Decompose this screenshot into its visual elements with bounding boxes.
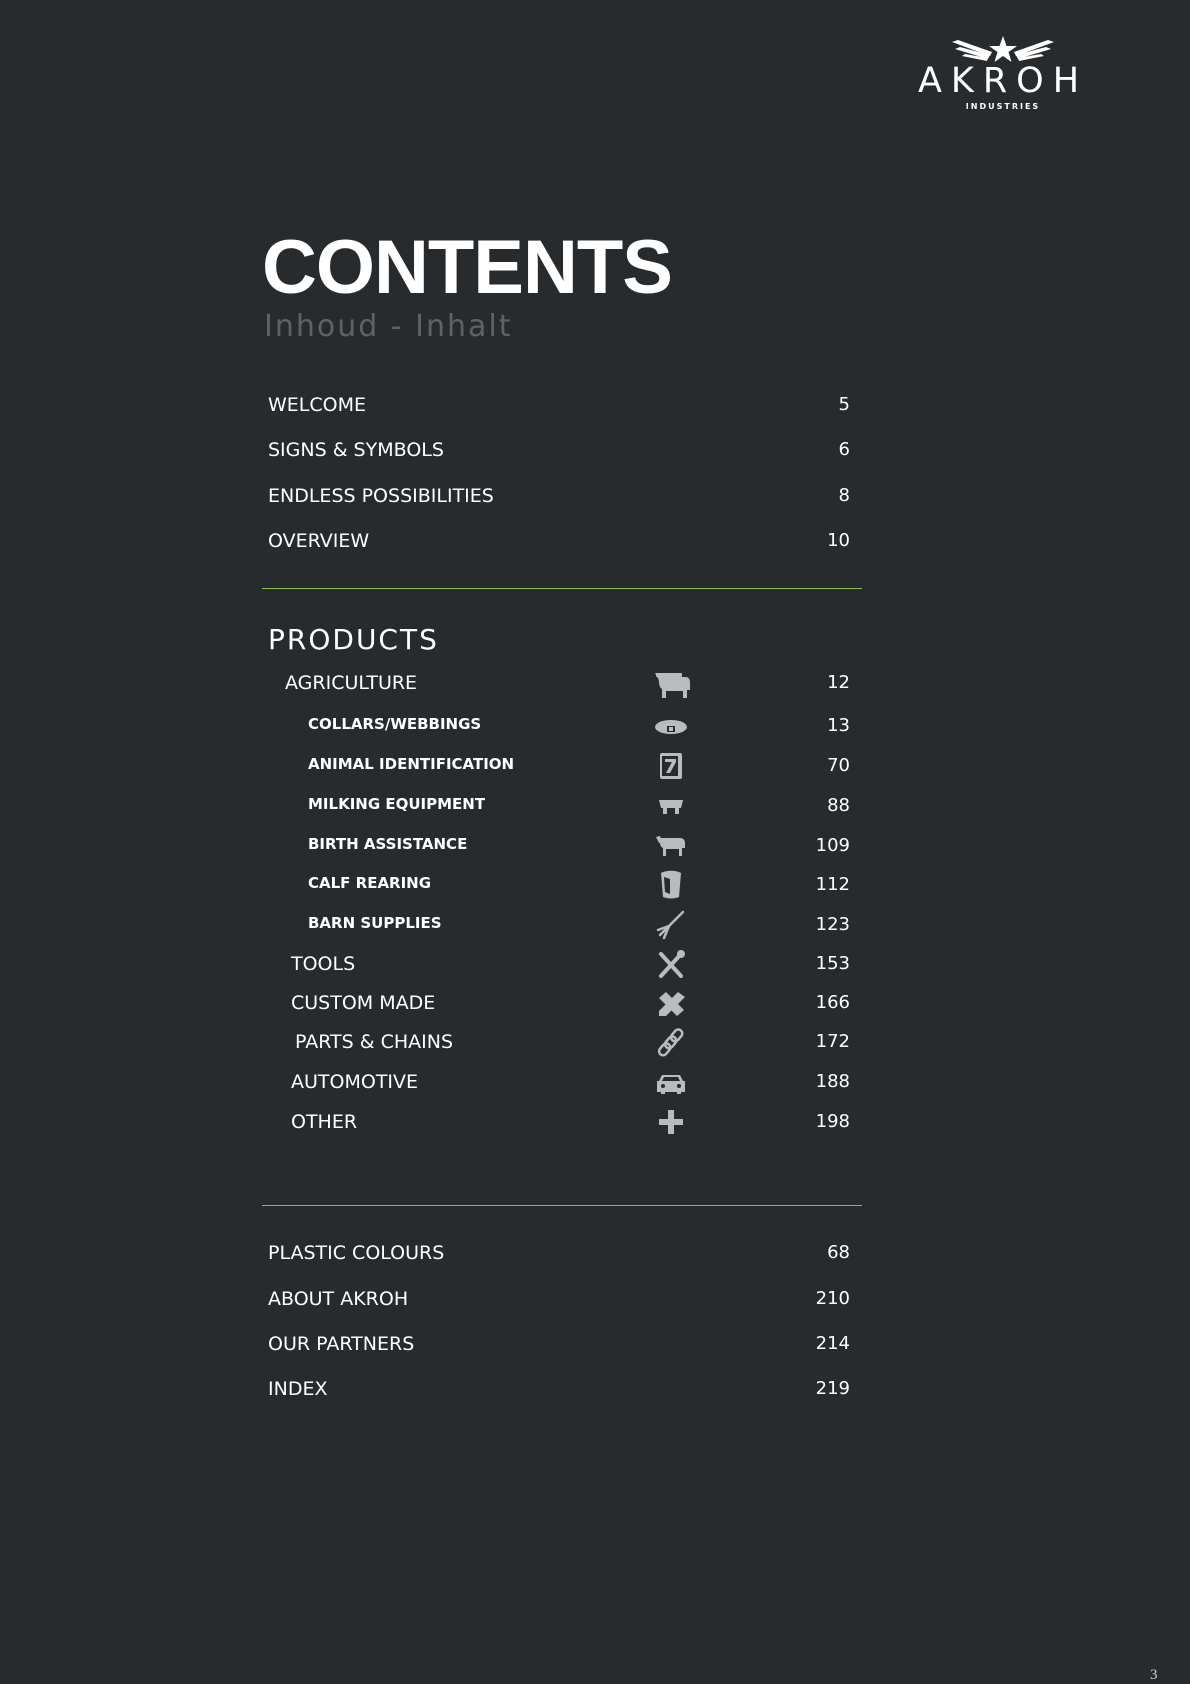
products-heading: PRODUCTS: [268, 623, 439, 656]
toc-label: ABOUT AKROH: [268, 1288, 409, 1310]
toc-page: 13: [827, 715, 850, 736]
toc-entry-our-partners[interactable]: [268, 1335, 850, 1365]
toc-label: CUSTOM MADE: [291, 992, 436, 1014]
toc-label: BIRTH ASSISTANCE: [308, 835, 468, 853]
page-title: CONTENTS: [262, 225, 672, 310]
toc-label: OVERVIEW: [268, 530, 370, 552]
page-subtitle: Inhoud - Inhalt: [264, 309, 513, 344]
divider-line: [262, 1205, 862, 1206]
toc-page: 166: [815, 992, 850, 1013]
toc-page: 153: [815, 953, 850, 974]
toc-entry-endless-possibilities[interactable]: [268, 487, 850, 517]
toc-page: 123: [815, 914, 850, 935]
toc-page: 198: [815, 1111, 850, 1132]
toc-label: INDEX: [268, 1378, 328, 1400]
calf-icon: [654, 832, 686, 862]
toc-entry-signs-symbols[interactable]: [268, 441, 850, 471]
toc-label: TOOLS: [291, 953, 356, 975]
toc-entry-calf-rearing[interactable]: [308, 876, 850, 906]
toc-entry-custom-made[interactable]: [291, 994, 850, 1024]
logo-wordmark: AKROH: [917, 61, 1089, 101]
toc-entry-agriculture[interactable]: [285, 674, 850, 704]
pencil-ruler-icon: [654, 989, 686, 1019]
divider-line: [262, 588, 862, 589]
toc-entry-other[interactable]: [291, 1113, 850, 1143]
toc-label: CALF REARING: [308, 874, 432, 892]
toc-page: 10: [827, 530, 850, 551]
toc-label: OTHER: [291, 1111, 358, 1133]
plus-icon: [654, 1107, 686, 1137]
toc-label: MILKING EQUIPMENT: [308, 795, 486, 813]
toc-entry-parts-chains[interactable]: [295, 1033, 850, 1063]
toc-label: AGRICULTURE: [285, 672, 418, 694]
toc-label: AUTOMOTIVE: [291, 1071, 419, 1093]
toc-page: 5: [838, 394, 850, 415]
ear-tag-icon: [654, 752, 686, 782]
udder-icon: [654, 793, 686, 823]
toc-entry-collars-webbings[interactable]: [308, 717, 850, 747]
tools-icon: [654, 950, 686, 980]
toc-label: WELCOME: [268, 394, 366, 416]
toc-page: 112: [815, 874, 850, 895]
toc-page: 68: [827, 1242, 850, 1263]
toc-label: BARN SUPPLIES: [308, 914, 442, 932]
pitchfork-icon: [654, 910, 686, 940]
toc-label: PARTS & CHAINS: [295, 1031, 454, 1053]
toc-page: 109: [815, 835, 850, 856]
toc-page: 210: [815, 1288, 850, 1309]
toc-entry-barn-supplies[interactable]: [308, 916, 850, 946]
car-icon: [654, 1068, 686, 1098]
toc-entry-welcome[interactable]: [268, 396, 850, 426]
toc-page: 88: [827, 795, 850, 816]
toc-label: ENDLESS POSSIBILITIES: [268, 485, 494, 507]
akroh-logo: [900, 34, 1106, 116]
toc-entry-milking-equipment[interactable]: [308, 797, 850, 827]
toc-page: 70: [827, 755, 850, 776]
toc-page: 12: [827, 672, 850, 693]
toc-entry-plastic-colours[interactable]: [268, 1244, 850, 1274]
toc-page: 219: [815, 1378, 850, 1399]
toc-entry-tools[interactable]: [291, 955, 850, 985]
cow-icon: [654, 670, 686, 700]
collar-icon: [654, 713, 686, 743]
toc-page: 172: [815, 1031, 850, 1052]
toc-label: OUR PARTNERS: [268, 1333, 415, 1355]
toc-label: PLASTIC COLOURS: [268, 1242, 445, 1264]
toc-page: 6: [838, 439, 850, 460]
toc-page: 8: [838, 485, 850, 506]
toc-entry-animal-identification[interactable]: [308, 757, 850, 787]
toc-entry-about-akroh[interactable]: [268, 1290, 850, 1320]
logo-subtitle: INDUSTRIES: [965, 102, 1041, 111]
page-number: 3: [1150, 1667, 1158, 1683]
toc-label: COLLARS/WEBBINGS: [308, 715, 482, 733]
toc-entry-overview[interactable]: [268, 532, 850, 562]
bucket-icon: [654, 870, 686, 900]
toc-page: 214: [815, 1333, 850, 1354]
chain-icon: [654, 1028, 686, 1058]
toc-label: ANIMAL IDENTIFICATION: [308, 755, 515, 773]
toc-entry-automotive[interactable]: [291, 1073, 850, 1103]
toc-label: SIGNS & SYMBOLS: [268, 439, 444, 461]
toc-page: 188: [815, 1071, 850, 1092]
toc-entry-index[interactable]: [268, 1380, 850, 1410]
toc-entry-birth-assistance[interactable]: [308, 837, 850, 867]
